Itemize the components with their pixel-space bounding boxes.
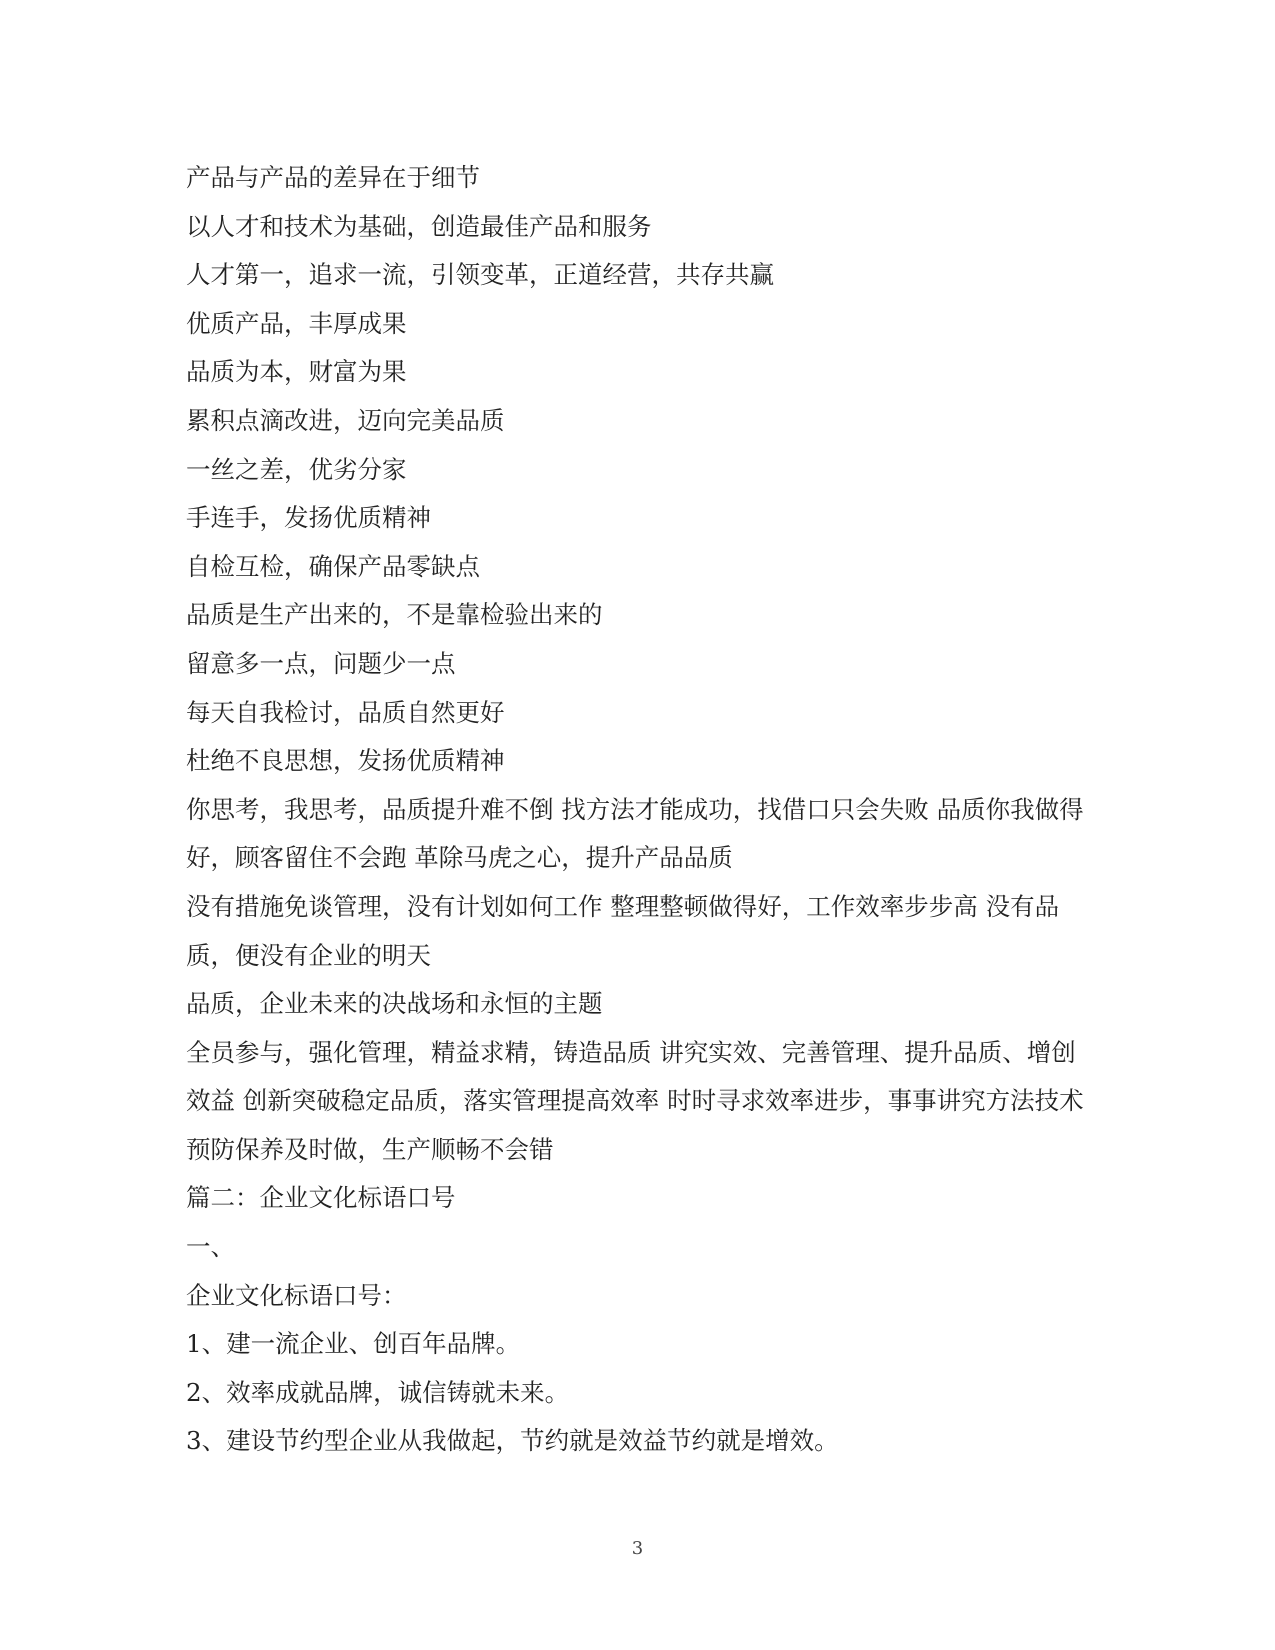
subheading: 企业文化标语口号： (186, 1280, 407, 1310)
text-line: 一丝之差，优劣分家 (186, 454, 407, 484)
text-line: 每天自我检讨，品质自然更好 (186, 697, 505, 727)
text-line: 杜绝不良思想，发扬优质精神 (186, 746, 505, 776)
text-line: 品质，企业未来的决战场和永恒的主题 (186, 989, 603, 1019)
section-title: 篇二：企业文化标语口号 (186, 1183, 456, 1213)
text-line: 品质为本，财富为果 (186, 357, 407, 387)
page-number: 3 (631, 1538, 644, 1559)
text-line: 人才第一，追求一流，引领变革，正道经营，共存共赢 (186, 260, 774, 290)
text-line: 自检互检，确保产品零缺点 (186, 551, 480, 581)
list-item: 1、建一流企业、创百年品牌。 (186, 1329, 521, 1359)
slogan-paragraph: 全员参与，强化管理，精益求精，铸造品质 讲究实效、完善管理、提升品质、增创效益 创新突破稳定品质，落实管理提高效率 时时寻求效率进步，事事讲究方法技术 预防保养及时做，生产顺畅不会错 (186, 1037, 1084, 1164)
section-number: 一、 (186, 1232, 235, 1262)
text-line: 产品与产品的差异在于细节 (186, 163, 480, 192)
text-line: 以人才和技术为基础，创造最佳产品和服务 (186, 211, 652, 241)
text-line: 留意多一点，问题少一点 (186, 648, 456, 678)
list-item: 2、效率成就品牌，诚信铸就未来。 (186, 1377, 570, 1407)
text-line: 手连手，发扬优质精神 (186, 503, 431, 533)
slogan-paragraph: 没有措施免谈管理，没有计划如何工作 整理整顿做得好，工作效率步步高 没有品质，便没有企业的明天 (186, 891, 1060, 970)
slogan-paragraph: 你思考，我思考，品质提升难不倒 找方法才能成功，找借口只会失败 品质你我做得好，顾客留住不会跑 革除马虎之心，提升产品品质 (186, 794, 1084, 873)
text-line: 优质产品，丰厚成果 (186, 308, 407, 338)
text-line: 累积点滴改进，迈向完美品质 (186, 405, 505, 435)
document-body (186, 154, 1096, 1466)
list-item: 3、建设节约型企业从我做起，节约就是效益节约就是增效。 (186, 1426, 839, 1456)
text-line: 品质是生产出来的，不是靠检验出来的 (186, 600, 603, 630)
